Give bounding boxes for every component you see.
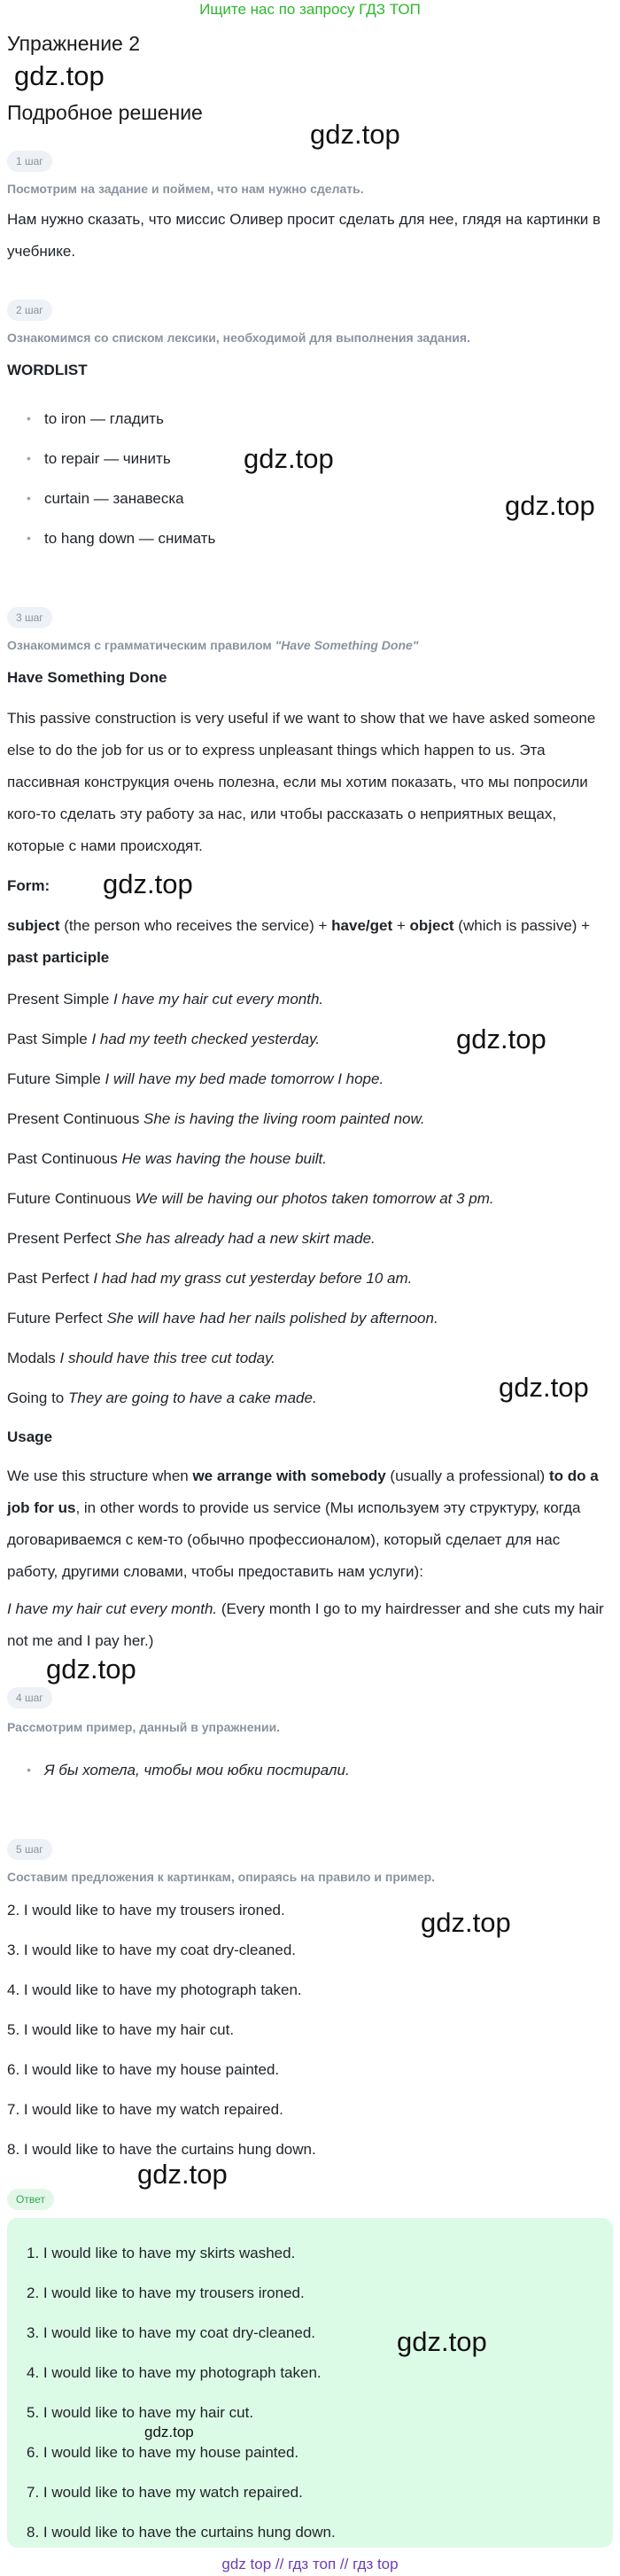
- wordlist: [27, 399, 593, 558]
- step-badge: 2 шаг: [7, 300, 52, 321]
- answer-item: 7. I would like to have my watch repaired.: [27, 2484, 303, 2501]
- tense-example: [7, 1059, 609, 1099]
- top-search-hint-link[interactable]: Ищите нас по запросу ГДЗ ТОП: [199, 1, 421, 18]
- watermark: gdz.top: [499, 1372, 589, 1403]
- list-item: • Я бы хотела, чтобы мои юбки постирали.: [27, 1750, 593, 1790]
- sentence-line: 5. I would like to have my hair cut.: [7, 2021, 235, 2038]
- tense-sentence: She will have had her nails polished by afternoon.: [106, 1310, 438, 1327]
- answer-item: 2. I would like to have my trousers ironed.: [27, 2284, 305, 2301]
- tense-name: Future Perfect: [7, 1310, 107, 1327]
- list-item: • to repair — чинить: [27, 439, 593, 479]
- tense-example: [7, 1179, 609, 1218]
- list-item: • curtain — занавеска: [27, 479, 593, 518]
- watermark: gdz.top: [421, 1907, 511, 1938]
- watermark: gdz.top: [144, 2424, 194, 2440]
- usage-label: Usage: [7, 1428, 53, 1445]
- rule-name: "Have Something Done": [275, 638, 419, 652]
- tense-name: Past Continuous: [7, 1150, 122, 1167]
- sentence-line: 2. I would like to have my trousers ironed.: [7, 1902, 285, 1918]
- tense-name: Present Simple: [7, 991, 113, 1008]
- usage-example-explanation: (Every month I go to my hairdresser and she cuts my hair not me and I pay her.): [7, 1600, 604, 1649]
- form-past-participle: past participle: [7, 949, 110, 966]
- section-heading: Подробное решение: [7, 101, 203, 124]
- tense-sentence: She is having the living room painted now.: [143, 1110, 425, 1127]
- step-description: [7, 638, 418, 652]
- step-description: Ознакомимся со списком лексики, необходимой для выполнения задания.: [7, 331, 470, 345]
- sentence-line: 8. I would like to have the curtains hung down.: [7, 2141, 316, 2158]
- watermark: gdz.top: [397, 2326, 487, 2357]
- sentence-line: 6. I would like to have my house painted.: [7, 2061, 280, 2078]
- answer-item: 8. I would like to have the curtains hung down.: [27, 2524, 336, 2541]
- answer-item: 4. I would like to have my photograph taken.: [27, 2364, 322, 2381]
- tense-name: Modals: [7, 1350, 60, 1366]
- step-description: Составим предложения к картинкам, опираясь на правило и пример.: [7, 1870, 436, 1884]
- usage-part: (usually a professional): [385, 1467, 549, 1484]
- list-item: • to hang down — снимать: [27, 518, 593, 558]
- form-formula: [7, 910, 609, 974]
- tense-sentence: She has already had a new skirt made.: [114, 1230, 376, 1247]
- tense-sentence: He was having the house built.: [121, 1150, 328, 1167]
- list-item: • to iron — гладить: [27, 399, 593, 439]
- tense-example: [7, 1139, 609, 1179]
- form-plus: +: [392, 917, 410, 934]
- tense-sentence: I will have my bed made tomorrow I hope.: [105, 1070, 384, 1087]
- tense-name: Present Continuous: [7, 1110, 144, 1127]
- tense-example: [7, 1298, 609, 1338]
- form-label: Form:: [7, 877, 50, 894]
- usage-part: , in other words to provide us service (Мы используем эту структуру, когда договариваемся с кем-то (обычно профессионалом), который сделает для нас работу, другими словами, чтобы предоставить нам услуги):: [7, 1499, 581, 1580]
- form-subject-note: (the person who receives the service) +: [59, 917, 332, 934]
- tense-name: Past Simple: [7, 1031, 92, 1047]
- sentence-line: 7. I would like to have my watch repaired.: [7, 2101, 283, 2118]
- tense-name: Going to: [7, 1389, 68, 1406]
- tense-name: Future Continuous: [7, 1190, 136, 1207]
- tense-name: Future Simple: [7, 1070, 105, 1087]
- usage-example: [7, 1593, 609, 1657]
- usage-part: We use this structure when: [7, 1467, 193, 1484]
- page-title: Упражнение 2: [7, 32, 141, 55]
- tense-sentence: I had had my grass cut yesterday before 10 am.: [93, 1270, 413, 1287]
- tense-name: Present Perfect: [7, 1230, 115, 1247]
- tense-sentence: We will be having our photos taken tomorrow at 3 pm.: [135, 1190, 494, 1207]
- answer-item: 6. I would like to have my house painted.: [27, 2444, 299, 2461]
- usage-text: [7, 1460, 609, 1588]
- step-badge: 4 шаг: [7, 1687, 52, 1708]
- form-object-note: (which is passive) +: [453, 917, 591, 934]
- rule-title: Have Something Done: [7, 669, 167, 686]
- tense-example: [7, 1099, 609, 1139]
- step-badge: 1 шаг: [7, 151, 52, 172]
- step-text: Нам нужно сказать, что миссис Оливер просит сделать для нее, глядя на картинки в учебнике.: [7, 211, 601, 260]
- tense-example: [7, 1258, 609, 1298]
- sentence-line: 3. I would like to have my coat dry-cleaned.: [7, 1942, 296, 1958]
- watermark: gdz.top: [310, 119, 400, 150]
- watermark: gdz.top: [103, 868, 193, 899]
- answer-badge: Ответ: [7, 2189, 54, 2210]
- tense-sentence: I should have this tree cut today.: [59, 1350, 276, 1366]
- tense-sentence: I have my hair cut every month.: [113, 991, 324, 1008]
- answer-item: 3. I would like to have my coat dry-cleaned.: [27, 2324, 315, 2341]
- tense-sentence: I had my teeth checked yesterday.: [91, 1031, 321, 1047]
- step-badge: 5 шаг: [7, 1839, 52, 1860]
- sentence-line: 4. I would like to have my photograph taken.: [7, 1981, 302, 1998]
- answer-item: 1. I would like to have my skirts washed.: [27, 2245, 296, 2261]
- watermark: gdz.top: [505, 490, 595, 521]
- usage-bold: we arrange with somebody: [192, 1467, 386, 1484]
- form-have-get: have/get: [331, 917, 393, 934]
- footer-links[interactable]: gdz top // гдз топ // гдз top: [221, 2556, 399, 2572]
- answer-list: [27, 2233, 336, 2552]
- tense-name: Past Perfect: [7, 1270, 94, 1287]
- watermark: gdz.top: [46, 1654, 136, 1685]
- step-description: Посмотрим на задание и поймем, что нам нужно сделать.: [7, 182, 364, 196]
- wordlist-label: WORDLIST: [7, 362, 88, 378]
- watermark: gdz.top: [244, 443, 334, 474]
- form-subject: subject: [7, 917, 60, 934]
- tense-example: [7, 1218, 609, 1258]
- tense-example: [7, 979, 609, 1019]
- usage-bold: to do a job for us: [7, 1467, 599, 1516]
- usage-example-sentence: I have my hair cut every month.: [7, 1600, 218, 1617]
- rule-intro: This passive construction is very useful if we want to show that we have asked someone else to do the job for us or to express unpleasant things which happen to us. Эта пассивная конструкция очень полезна, если мы хотим показать, что мы попросили кого-то сделать эту работу за нас, или чтобы рассказать о неприятных вещах, которые с нами происходят.: [7, 710, 596, 854]
- example-list: [27, 1750, 593, 1790]
- watermark: gdz.top: [456, 1023, 546, 1055]
- tense-sentence: They are going to have a cake made.: [68, 1389, 317, 1406]
- step-description: Рассмотрим пример, данный в упражнении.: [7, 1720, 281, 1734]
- watermark: gdz.top: [14, 60, 105, 91]
- step-description-text: Ознакомимся с грамматическим правилом: [7, 638, 275, 652]
- form-object: object: [409, 917, 454, 934]
- answer-item: 5. I would like to have my hair cut.: [27, 2404, 254, 2421]
- step-badge: 3 шаг: [7, 607, 52, 628]
- watermark: gdz.top: [137, 2159, 228, 2190]
